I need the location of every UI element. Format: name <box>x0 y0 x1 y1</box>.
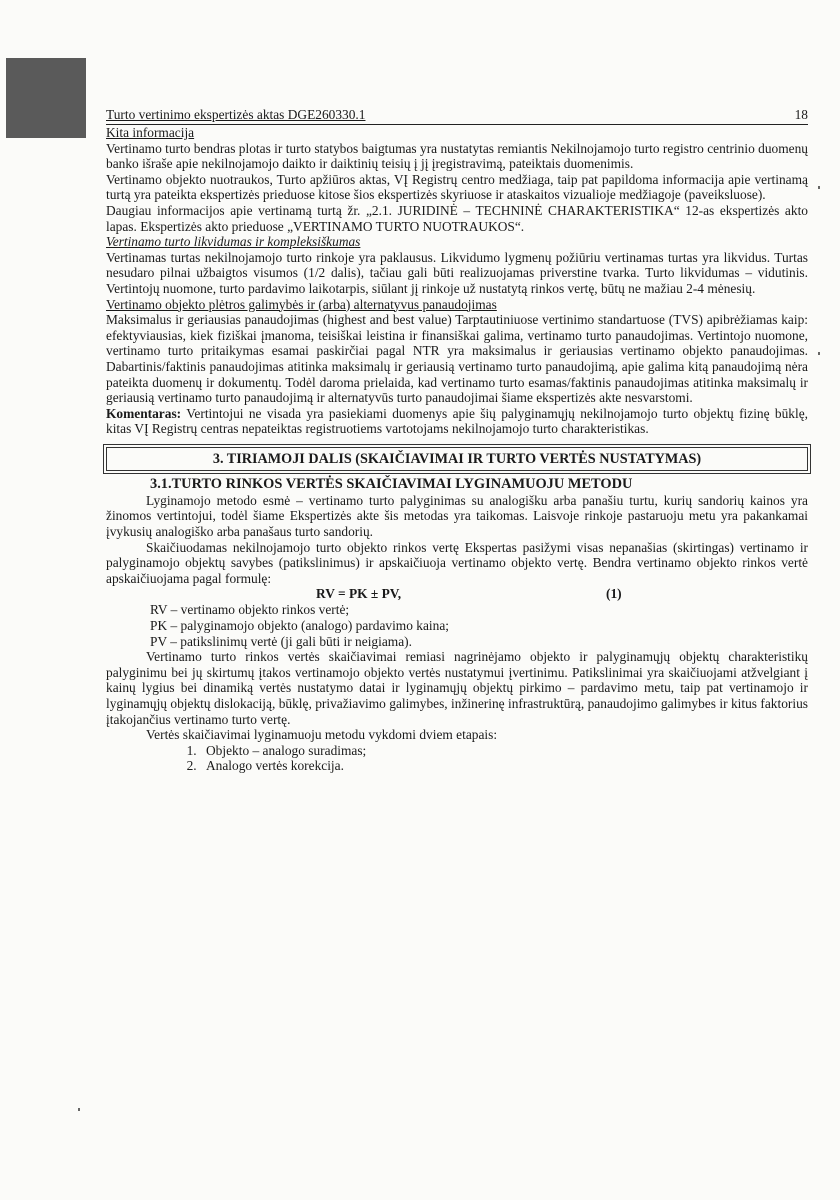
formula-number: (1) <box>606 586 622 602</box>
definition-rv: RV – vertinamo objekto rinkos vertė; <box>150 602 350 618</box>
steps-list <box>106 743 808 774</box>
scan-speck <box>818 186 820 189</box>
formula-line <box>106 586 808 602</box>
paragraph: Daugiau informacijos apie vertinamą turtą žr. „2.1. JURIDINĖ – TECHNINĖ CHARAKTERISTIKA“ 12-as ekspertizės akto lapas. Ekspertizės akto prieduose „VERTINAMO TURTO NUOTRAUKOS“. <box>106 202 808 234</box>
formula: RV = PK ± PV, <box>316 586 402 602</box>
document-title: Turto vertinimo ekspertizės aktas DGE260330.1 <box>106 107 366 122</box>
list-item: 2. Analogo vertės korekcija. <box>200 758 808 774</box>
heading-kita-informacija: Kita informacija <box>106 125 195 140</box>
heading-pletros-galimybes: Vertinamo objekto plėtros galimybės ir (arba) alternatyvus panaudojimas <box>106 296 497 312</box>
paragraph: Maksimalus ir geriausias panaudojimas (highest and best value) Tarptautiniuose vertinimo standartuose (TVS) apibrėžiamas kaip: efektyviausias, kiek fiziškai įmanoma, teisiškai leistina ir finansiškai galima, vertinamo turto panaudojimas. Vertintojo nuomone, vertinamo turto pritaikymas esamai paskirčiai pagal NTR yra maksimalus ir geriausias vertinamo objekto panaudojimas. Dabartinis/faktinis panaudojimas atitinka maksimalų ir geriausią vertinamo turto panaudojimą, apie galima kitą panaudojimą nėra pateikta duomenų ir dokumentų. Todėl daroma prielaida, kad vertinamo turto esamas/faktinis panaudojimas atitinka maksimalų ir geriausią vertinamo turto panaudojimą ir alternatyvūs turto panaudojimai šiame ekspertizės akte nesvarstomi. <box>106 312 808 406</box>
paragraph: Vertės skaičiavimai lyginamuoju metodu vykdomi dviem etapais: <box>146 727 498 743</box>
definition-pk: PK – palyginamojo objekto (analogo) pardavimo kaina; <box>150 618 449 634</box>
heading-likvidumas: Vertinamo turto likvidumas ir kompleksiškumas <box>106 234 361 250</box>
paragraph: Skaičiuodamas nekilnojamojo turto objekto rinkos vertę Ekspertas pasižymi visas nepanašias (skirtingas) vertinamo ir palyginamojo objektų savybes (patikslinimus) ir apskaičiuoja vertinamo objekto vertę. Bendra vertinamo objekto rinkos vertė apskaičiuojama pagal formulę: <box>106 539 808 586</box>
paragraph: Vertinamas turtas nekilnojamojo turto rinkoje yra paklausus. Likvidumo lygmenų požiūriu vertinamas turtas yra likvidus. Turtas nesudaro pilnai užbaigtos visumos (1/2 dalis), tačiau gali būti realizuojamas priverstine tvarka. Turto likvidumas – vidutinis. Vertintojų nuomone, turto pardavimo laikotarpis, siūlant jį rinkoje už nustatytą rinkos vertę, būtų ne mažiau 2-4 mėnesių. <box>106 249 808 296</box>
paragraph: Lyginamojo metodo esmė – vertinamo turto palyginimas su analogišku arba panašiu turtu, kurių sandorių kainos yra žinomos vertintojui, todėl šiame Ekspertizės akte šis metodas yra taikomas. Laisvoje rinkoje pastaruoju metu yra pakankamai įvykusių analogiško arba panašaus turto sandorių. <box>106 492 808 540</box>
section-3-title-box: 3. TIRIAMOJI DALIS (SKAIČIAVIMAI IR TURTO VERTĖS NUSTATYMAS) <box>106 447 808 471</box>
section-3-1-subtitle: 3.1.TURTO RINKOS VERTĖS SKAIČIAVIMAI LYGINAMUOJU METODU <box>150 475 633 492</box>
paragraph: Vertinamo objekto nuotraukos, Turto apžiūros aktas, VĮ Registrų centro medžiaga, taip pat papildoma informacija apie vertinamą turtą yra pateikta ekspertizės prieduose kitose šios ekspertizės skyriuose ir ataskaitos vizualioje medžiagoje (paveiksluose). <box>106 171 808 203</box>
page-header <box>106 107 808 125</box>
page-number: 18 <box>794 107 808 122</box>
page-body <box>106 125 808 774</box>
comment-paragraph <box>106 406 808 437</box>
list-item: 1. Objekto – analogo suradimas; <box>200 743 808 759</box>
scan-speck <box>818 352 820 355</box>
paragraph: Vertinamo turto rinkos vertės skaičiavimai remiasi nagrinėjamo objekto ir palyginamųjų objektų charakteristikų palyginimu bei jų skirtumų įtakos vertinamojo objekto vertės nustatymui įvertinimu. Patikslinimai yra skaičiuojami atžvelgiant į kainų lygius bei dinamiką vertės nustatymo datai ir lyginamųjų objektų pirkimo – pardavimo metu, taip pat vertinamojo ir lyginamųjų objektų dislokaciją, būklę, privažiavimo galimybes, inžinerinę infrastruktūrą, panaudojimo galimybes ir kitus faktorius įtakojančius vertinamo turto vertę. <box>106 649 808 727</box>
scan-speck <box>78 1108 80 1111</box>
comment-label: Komentaras: <box>106 405 182 421</box>
definition-pv: PV – patikslinimų vertė (ji gali būti ir neigiama). <box>150 633 412 649</box>
comment-text: Vertintojui ne visada yra pasiekiami duomenys apie šių palyginamųjų nekilnojamojo turto objektų fizinę būklę, kitas VĮ Registrų centras nepateiktas registruotiems vartotojams nekilnojamojo turto charakteristikas. <box>106 405 808 437</box>
paragraph: Vertinamo turto bendras plotas ir turto statybos baigtumas yra nustatytas remiantis Nekilnojamojo turto registro centrinio duomenų banko išraše apie nekilnojamojo daikto ir daiktinių teisių į jį įregistravimą, pateiktais duomenimis. <box>106 140 808 172</box>
scan-artifact-block <box>6 58 86 138</box>
